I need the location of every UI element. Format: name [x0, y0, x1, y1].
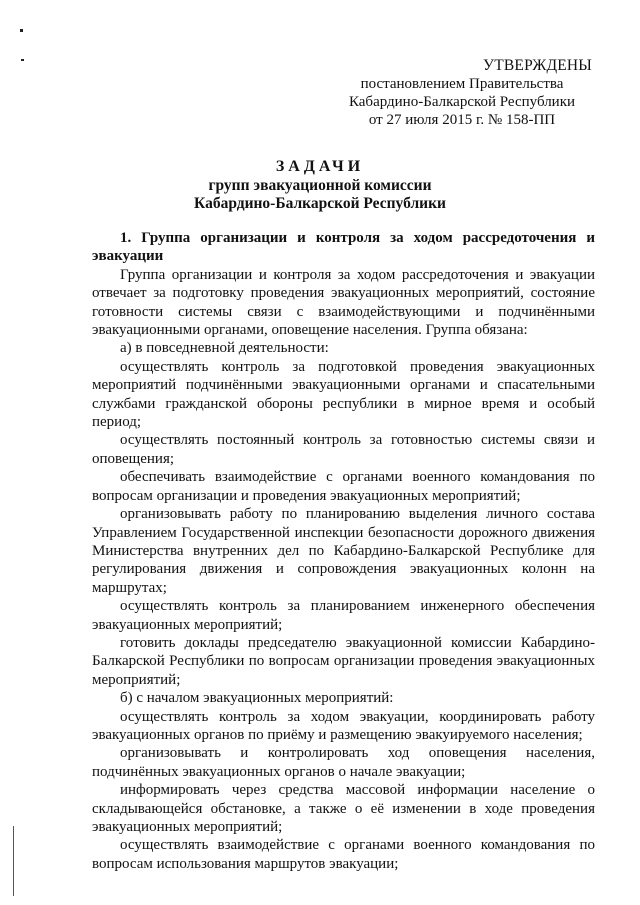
paragraph: осуществлять постоянный контроль за готовностью системы связи и оповещения;	[92, 432, 595, 467]
subsection-label: а) в повседневной деятельности:	[120, 340, 329, 357]
paragraph: осуществлять контроль за планированием инженерного обеспечения эвакуационных мероприятий;	[92, 598, 595, 633]
approval-line-1: постановлением Правительства	[360, 76, 564, 92]
paragraph: Группа организации и контроля за ходом рассредоточения и эвакуации отвечает за подготовку проведения эвакуационных мероприятий, состояние готовности системы связи с взаимодействующими и подчинёнными эвакуационными органами, оповещение населения. Группа обязана:	[92, 266, 595, 339]
paragraph: осуществлять контроль за подготовкой проведения эвакуационных мероприятий подчинёнными эвакуационными органами и спасательными службами гражданской обороны республики в мирное время и особый период;	[92, 358, 595, 431]
scan-mark	[21, 59, 24, 61]
paragraph: обеспечивать взаимодействие с органами военного командования по вопросам организации и проведения эвакуационных мероприятий;	[92, 469, 595, 504]
approval-stamp	[330, 57, 594, 129]
scan-mark	[13, 826, 14, 896]
paragraph: организовывать и контролировать ход оповещения населения, подчинённых эвакуационных органов о начале эвакуации;	[92, 745, 595, 780]
scan-mark	[20, 29, 23, 32]
approval-line-2: Кабардино-Балкарской Республики	[348, 94, 576, 110]
document-body	[92, 229, 595, 873]
paragraph: готовить доклады председателю эвакуационной комиссии Кабардино-Балкарской Республики по вопросам организации проведения эвакуационных мероприятий;	[92, 634, 595, 688]
paragraph: осуществлять взаимодействие с органами военного командования по вопросам использования маршрутов эвакуации;	[92, 837, 595, 872]
approval-heading: УТВЕРЖДЕНЫ	[483, 57, 592, 74]
paragraph: осуществлять контроль за ходом эвакуации, координировать работу эвакуационных органов по приёму и размещению эвакуируемого населения;	[92, 708, 595, 743]
title-line-1: ЗАДАЧИ	[275, 158, 365, 175]
title-line-3: Кабардино-Балкарской Республики	[194, 195, 446, 212]
document-title	[0, 158, 640, 213]
paragraph: организовывать работу по планированию выделения личного состава Управлением Государственной инспекции безопасности дорожного движения Министерства внутренних дел по Кабардино-Балкарской Республике для регулирования движения и сопровождения эвакуационных колонн на маршрутах;	[92, 506, 595, 596]
section-heading: 1. Группа организации и контроля за ходом рассредоточения и эвакуации	[92, 230, 595, 265]
approval-line-3: от 27 июля 2015 г. № 158-ПП	[368, 112, 556, 128]
paragraph: информировать через средства массовой информации население о складывающейся обстановке, а также о её изменении в ходе проведения эвакуационных мероприятий;	[92, 782, 595, 835]
title-line-2: групп эвакуационной комиссии	[208, 177, 432, 194]
subsection-label: б) с началом эвакуационных мероприятий:	[120, 690, 394, 707]
